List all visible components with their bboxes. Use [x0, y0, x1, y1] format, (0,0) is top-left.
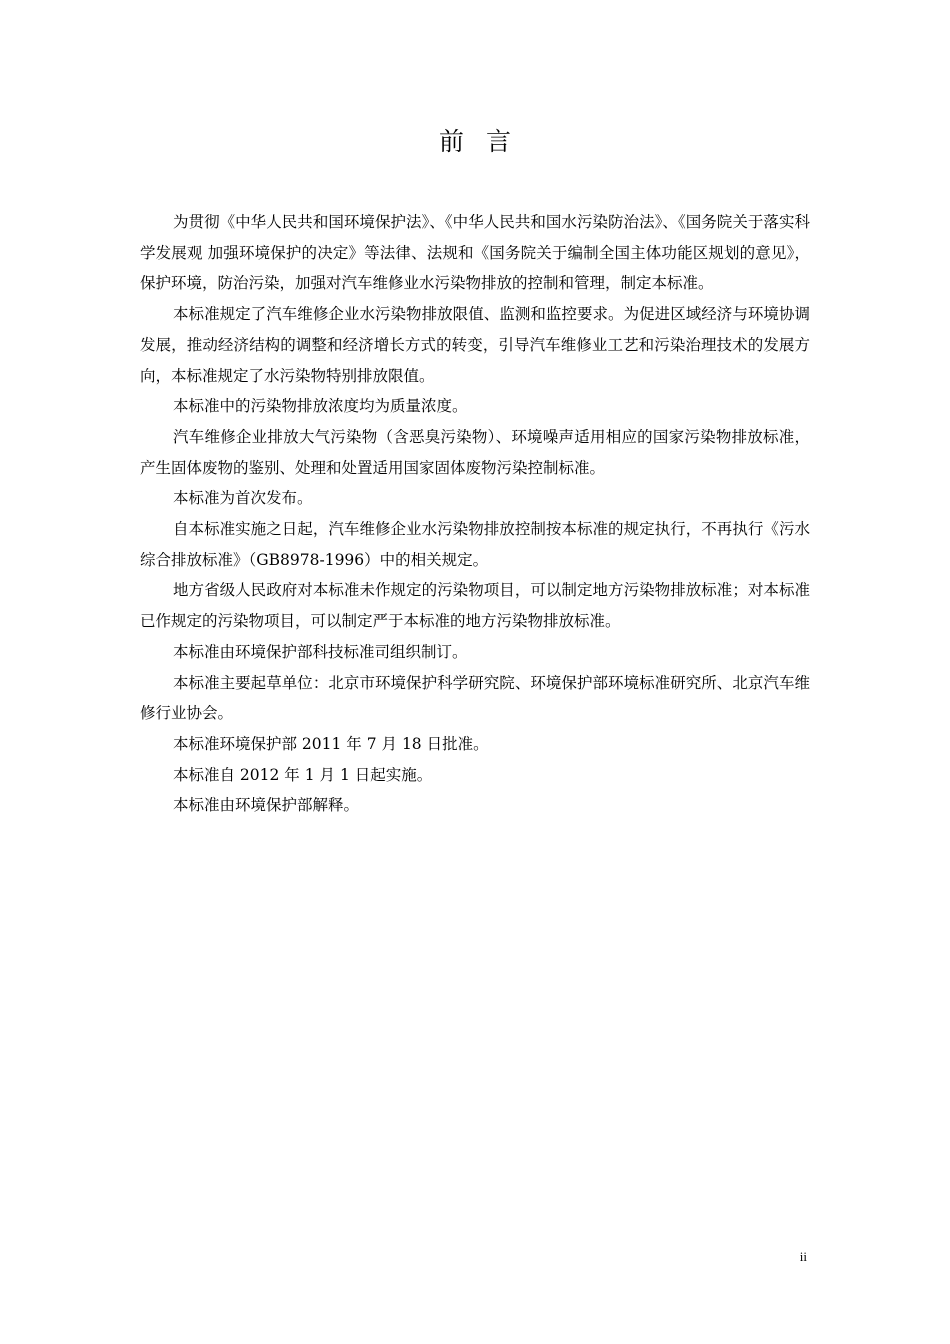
paragraph-first-release: 本标准为首次发布。 [173, 489, 313, 508]
paragraph-replacement: 自本标准实施之日起，汽车维修企业水污染物排放控制按本标准的规定执行，不再执行《污水综合排放标准》（GB8978-1996）中的相关规定。 [140, 520, 810, 569]
paragraph-purpose: 为贯彻《中华人民共和国环境保护法》、《中华人民共和国水污染防治法》、《国务院关于落实科学发展观 加强环境保护的决定》等法律、法规和《国务院关于编制全国主体功能区规划的意见》，保护环境，防治污染，加强对汽车维修业水污染物排放的控制和管理，制定本标准。 [140, 213, 810, 293]
preface-body [140, 207, 810, 821]
paragraph-interpretation: 本标准由环境保护部解释。 [173, 796, 360, 815]
page-title: 前言 [438, 127, 533, 156]
paragraph-drafting-units: 本标准主要起草单位：北京市环境保护科学研究院、环境保护部环境标准研究所、北京汽车维修行业协会。 [140, 673, 810, 723]
paragraph-concentration: 本标准中的污染物排放浓度均为质量浓度。 [173, 397, 468, 416]
page-number: ii [799, 1249, 807, 1264]
paragraph-approval-date: 本标准环境保护部 2011 年 7 月 18 日批准。 [173, 734, 489, 753]
paragraph-local-standards: 地方省级人民政府对本标准未作规定的污染物项目，可以制定地方污染物排放标准；对本标准已作规定的污染物项目，可以制定严于本标准的地方污染物排放标准。 [140, 581, 810, 631]
paragraph-scope: 本标准规定了汽车维修企业水污染物排放限值、监测和监控要求。为促进区域经济与环境协调发展，推动经济结构的调整和经济增长方式的转变，引导汽车维修业工艺和污染治理技术的发展方向，本标准规定了水污染物特别排放限值。 [140, 305, 810, 385]
paragraph-other-pollutants: 汽车维修企业排放大气污染物（含恶臭污染物）、环境噪声适用相应的国家污染物排放标准，产生固体废物的鉴别、处理和处置适用国家固体废物污染控制标准。 [140, 427, 810, 477]
paragraph-effective-date: 本标准自 2012 年 1 月 1 日起实施。 [173, 765, 433, 784]
paragraph-organizer: 本标准由环境保护部科技标准司组织制订。 [173, 642, 468, 661]
